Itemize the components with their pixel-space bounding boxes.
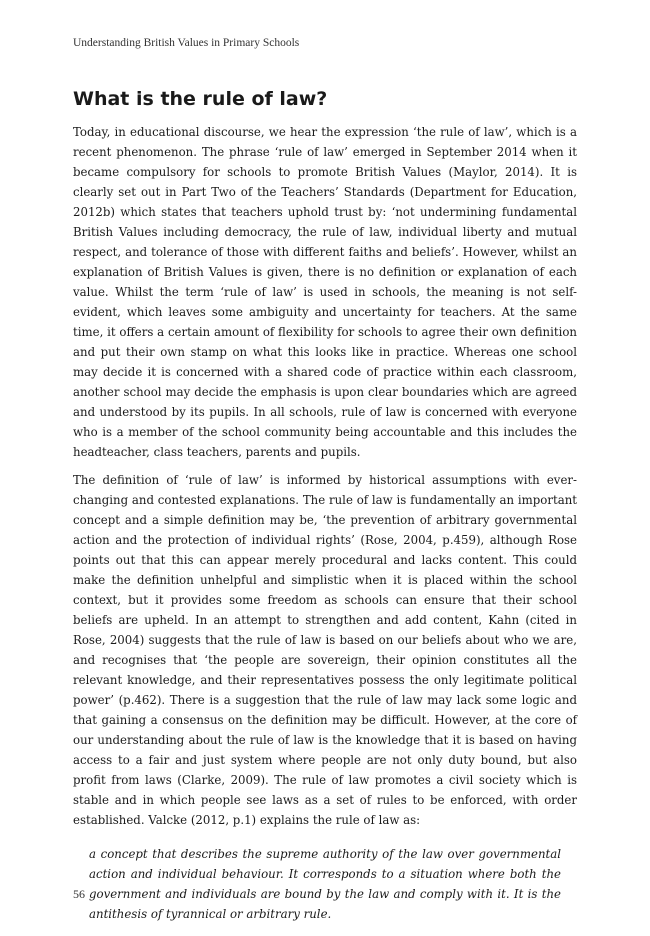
page-number: 56: [73, 887, 85, 901]
body-paragraph-2: The definition of ‘rule of law’ is informed by historical assumptions with ever-changing and contested explanations. The rule of law is fundamentally an important concept and a simple definition may be, ‘the prevention of arbitrary governmental action and the protection of individual rights’ (Rose, 2004, p.459), although Rose points out that this can appear merely procedural and lacks content. This could make the definition unhelpful and simplistic when it is placed within the school context, but it provides some freedom as schools can ensure that their school beliefs are upheld. In an attempt to strengthen and add content, Kahn (cited in Rose, 2004) suggests that the rule of law is based on our beliefs about who we are, and recognises that ‘the people are sovereign, their opinion constitutes all the relevant knowledge, and their representatives possess the only legitimate political power’ (p.462). There is a suggestion that the rule of law may lack some logic and that gaining a consensus on the definition may be difficult. However, at the core of our understanding about the rule of law is the knowledge that it is based on having access to a fair and just system where people are not only duty bound, but also profit from laws (Clarke, 2009). The rule of law promotes a civil society which is stable and in which people see laws as a set of rules to be enforced, with order established. Valcke (2012, p.1) explains the rule of law as:: [73, 473, 577, 827]
block-quote: a concept that describes the supreme authority of the law over governmental action and individual behaviour. It corresponds to a situation where both the government and individuals are bound by the law and comply with it. It is the antithesis of tyrannical or arbitrary rule.: [89, 847, 561, 921]
body-paragraph-1: Today, in educational discourse, we hear the expression ‘the rule of law’, which is a recent phenomenon. The phrase ‘rule of law’ emerged in September 2014 when it became compulsory for schools to promote British Values (Maylor, 2014). It is clearly set out in Part Two of the Teachers’ Standards (Department for Education, 2012b) which states that teachers uphold trust by: ‘not undermining fundamental British Values including democracy, the rule of law, individual liberty and mutual respect, and tolerance of those with different faiths and beliefs’. However, whilst an explanation of British Values is given, there is no definition or explanation of each value. Whilst the term ‘rule of law’ is used in schools, the meaning is not self-evident, which leaves some ambiguity and uncertainty for teachers. At the same time, it offers a certain amount of flexibility for schools to agree their own definition and put their own stamp on what this looks like in practice. Whereas one school may decide it is concerned with a shared code of practice within each classroom, another school may decide the emphasis is upon clear boundaries which are agreed and understood by its pupils. In all schools, rule of law is concerned with everyone who is a member of the school community being accountable and this includes the headteacher, class teachers, parents and pupils.: [73, 125, 577, 459]
section-heading: What is the rule of law?: [73, 88, 328, 110]
running-head: Understanding British Values in Primary Schools: [73, 37, 300, 49]
page-content: [73, 88, 577, 924]
